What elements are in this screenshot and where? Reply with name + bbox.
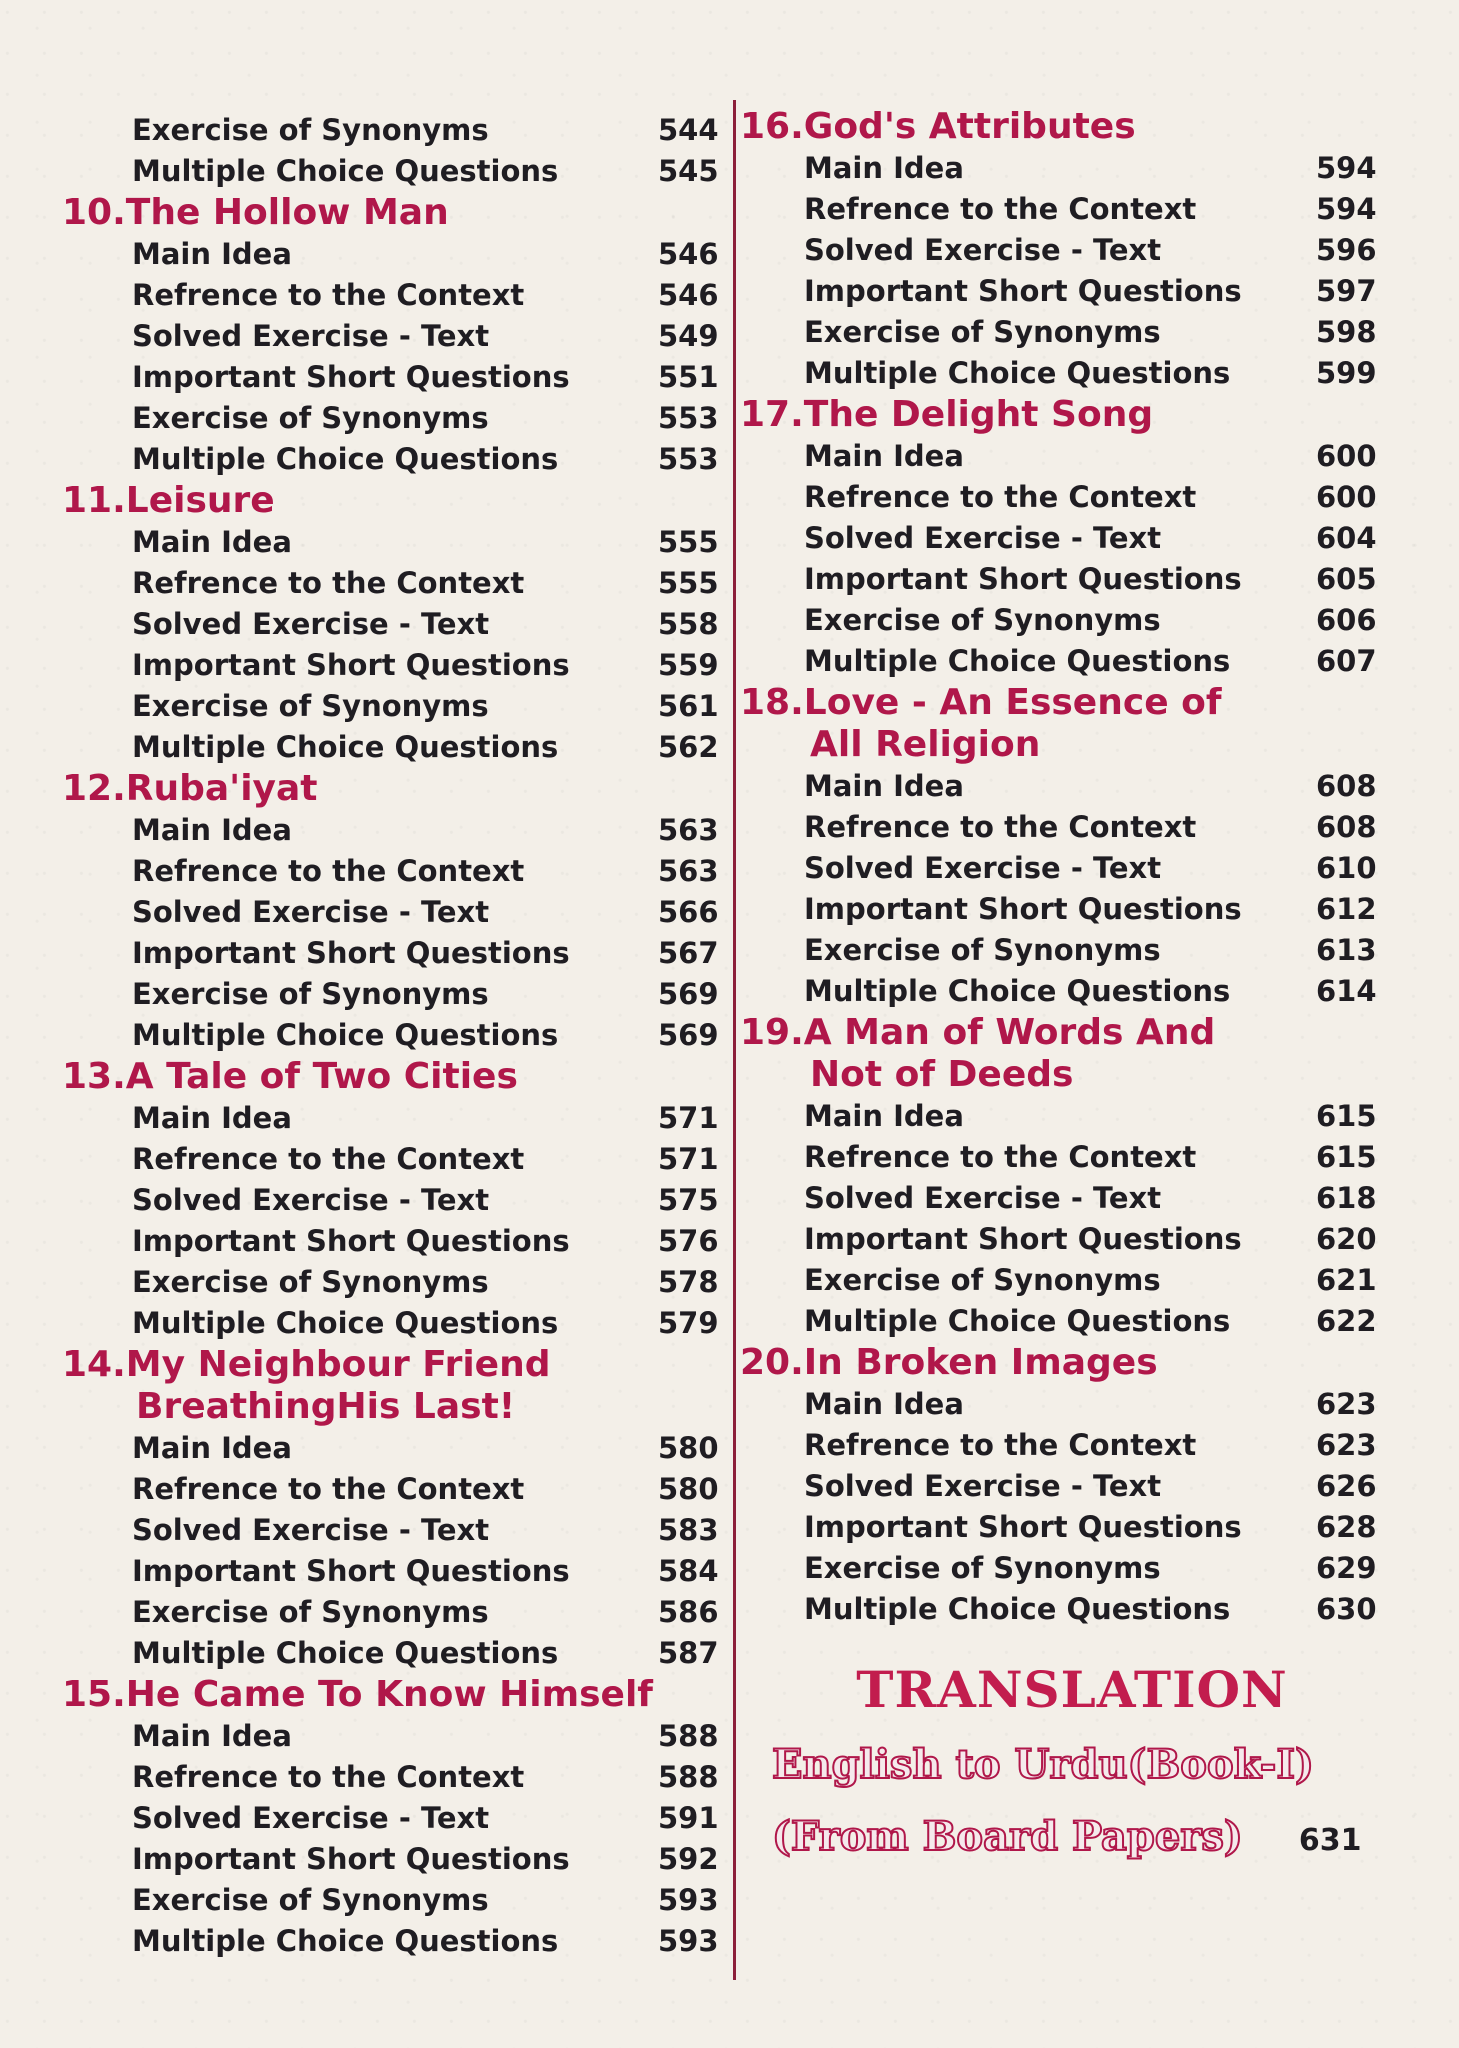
contents-row — [62, 974, 722, 1015]
row-page-number: 607 — [1316, 644, 1377, 678]
contents-row — [740, 930, 1380, 971]
translation-line-2 — [742, 1810, 1422, 1868]
row-page-number: 563 — [658, 854, 719, 888]
row-label: Main Idea — [132, 1431, 292, 1465]
translation-line-1: English to Urdu(Book-I) — [772, 1741, 1314, 1788]
row-label: Exercise of Synonyms — [132, 401, 489, 435]
row-page-number: 567 — [658, 936, 719, 970]
row-page-number: 614 — [1316, 974, 1377, 1008]
contents-row — [62, 398, 722, 439]
translation-line-2-text: (From Board Papers) — [772, 1813, 1243, 1860]
section-16 — [740, 106, 1380, 394]
row-label: Exercise of Synonyms — [804, 1551, 1161, 1585]
contents-row — [62, 1880, 722, 1921]
row-page-number: 544 — [658, 113, 719, 147]
contents-row — [740, 436, 1380, 477]
row-page-number: 586 — [658, 1595, 719, 1629]
contents-row — [740, 1137, 1380, 1178]
row-page-number: 604 — [1316, 521, 1377, 555]
contents-row — [62, 1716, 722, 1757]
row-label: Important Short Questions — [804, 274, 1242, 308]
section-13 — [62, 1056, 722, 1344]
row-label: Multiple Choice Questions — [132, 442, 559, 476]
row-page-number: 562 — [658, 730, 719, 764]
row-page-number: 578 — [658, 1265, 719, 1299]
row-page-number: 591 — [658, 1801, 719, 1835]
contents-row — [740, 1219, 1380, 1260]
row-page-number: 592 — [658, 1842, 719, 1876]
contents-row — [62, 1798, 722, 1839]
contents-row — [62, 851, 722, 892]
row-label: Important Short Questions — [804, 562, 1242, 596]
row-page-number: 551 — [658, 360, 719, 394]
row-label: Exercise of Synonyms — [132, 689, 489, 723]
contents-row — [62, 234, 722, 275]
chapter-heading — [740, 1342, 1380, 1384]
section-14 — [62, 1344, 722, 1674]
chapter-title-continued: BreathingHis Last! — [136, 1386, 516, 1427]
row-page-number: 600 — [1316, 480, 1377, 514]
contents-row — [62, 151, 722, 192]
contents-row — [740, 766, 1380, 807]
row-label: Important Short Questions — [132, 1554, 570, 1588]
contents-row — [62, 357, 722, 398]
row-label: Refrence to the Context — [804, 1428, 1197, 1462]
row-label: Exercise of Synonyms — [804, 315, 1161, 349]
row-label: Main Idea — [132, 237, 292, 271]
contents-row — [740, 807, 1380, 848]
contents-row — [62, 686, 722, 727]
row-label: Important Short Questions — [804, 892, 1242, 926]
contents-row — [740, 230, 1380, 271]
row-page-number: 622 — [1316, 1304, 1377, 1338]
contents-row — [740, 971, 1380, 1012]
row-label: Multiple Choice Questions — [132, 1636, 559, 1670]
row-label: Main Idea — [132, 1719, 292, 1753]
chapter-heading — [740, 394, 1380, 436]
row-label: Multiple Choice Questions — [132, 1018, 559, 1052]
section-10 — [62, 192, 722, 480]
contents-row — [740, 189, 1380, 230]
row-page-number: 594 — [1316, 192, 1377, 226]
row-page-number: 584 — [658, 1554, 719, 1588]
row-label: Multiple Choice Questions — [804, 1592, 1231, 1626]
contents-row — [62, 1428, 722, 1469]
row-label: Main Idea — [804, 1099, 964, 1133]
chapter-title: 20.In Broken Images — [740, 1342, 1158, 1383]
row-page-number: 546 — [658, 278, 719, 312]
row-label: Exercise of Synonyms — [132, 1265, 489, 1299]
contents-row — [740, 641, 1380, 682]
translation-page-number: 631 — [1298, 1823, 1362, 1858]
row-page-number: 555 — [658, 525, 719, 559]
contents-row — [740, 889, 1380, 930]
chapter-heading — [740, 106, 1380, 148]
row-label: Solved Exercise - Text — [804, 1181, 1162, 1215]
row-label: Solved Exercise - Text — [132, 607, 490, 641]
row-label: Exercise of Synonyms — [132, 1595, 489, 1629]
row-page-number: 626 — [1316, 1469, 1377, 1503]
row-label: Main Idea — [132, 1101, 292, 1135]
contents-row — [740, 1589, 1380, 1630]
section-12 — [62, 768, 722, 1056]
row-page-number: 579 — [658, 1306, 719, 1340]
chapter-title: 11.Leisure — [62, 480, 275, 521]
row-label: Important Short Questions — [132, 1224, 570, 1258]
contents-row — [62, 522, 722, 563]
row-label: Main Idea — [804, 151, 964, 185]
chapter-title: 17.The Delight Song — [740, 394, 1154, 435]
chapter-heading — [740, 682, 1380, 766]
chapter-title: 16.God's Attributes — [740, 106, 1136, 147]
row-label: Main Idea — [804, 439, 964, 473]
row-label: Multiple Choice Questions — [132, 1924, 559, 1958]
row-page-number: 561 — [658, 689, 719, 723]
row-page-number: 558 — [658, 607, 719, 641]
row-page-number: 571 — [658, 1142, 719, 1176]
row-label: Exercise of Synonyms — [132, 1883, 489, 1917]
row-label: Refrence to the Context — [132, 566, 525, 600]
chapter-title-continued: All Religion — [810, 724, 1041, 765]
contents-row — [62, 1469, 722, 1510]
row-page-number: 598 — [1316, 315, 1377, 349]
chapter-heading — [62, 1344, 722, 1428]
row-page-number: 559 — [658, 648, 719, 682]
row-label: Multiple Choice Questions — [804, 974, 1231, 1008]
row-page-number: 608 — [1316, 769, 1377, 803]
row-label: Exercise of Synonyms — [804, 603, 1161, 637]
row-page-number: 621 — [1316, 1263, 1377, 1297]
row-page-number: 618 — [1316, 1181, 1377, 1215]
contents-row — [740, 1507, 1380, 1548]
row-label: Refrence to the Context — [132, 278, 525, 312]
section-top — [62, 110, 722, 192]
row-label: Solved Exercise - Text — [804, 521, 1162, 555]
row-page-number: 588 — [658, 1719, 719, 1753]
section-15 — [62, 1674, 722, 1962]
row-label: Main Idea — [804, 769, 964, 803]
row-label: Important Short Questions — [132, 936, 570, 970]
chapter-title: 13.A Tale of Two Cities — [62, 1056, 518, 1097]
contents-row — [62, 1592, 722, 1633]
contents-row — [62, 1921, 722, 1962]
row-label: Refrence to the Context — [804, 480, 1197, 514]
right-column — [740, 106, 1380, 1630]
contents-row — [740, 1548, 1380, 1589]
row-page-number: 566 — [658, 895, 719, 929]
row-label: Exercise of Synonyms — [804, 933, 1161, 967]
row-label: Important Short Questions — [132, 360, 570, 394]
row-label: Solved Exercise - Text — [132, 895, 490, 929]
row-page-number: 580 — [658, 1472, 719, 1506]
row-page-number: 571 — [658, 1101, 719, 1135]
row-page-number: 608 — [1316, 810, 1377, 844]
chapter-title: 12.Ruba'iyat — [62, 768, 318, 809]
row-page-number: 615 — [1316, 1099, 1377, 1133]
contents-row — [740, 1178, 1380, 1219]
contents-row — [740, 600, 1380, 641]
row-label: Multiple Choice Questions — [804, 1304, 1231, 1338]
row-page-number: 553 — [658, 442, 719, 476]
row-page-number: 630 — [1316, 1592, 1377, 1626]
contents-row — [740, 477, 1380, 518]
row-page-number: 587 — [658, 1636, 719, 1670]
row-page-number: 623 — [1316, 1428, 1377, 1462]
chapter-title: 15.He Came To Know Himself — [62, 1674, 653, 1715]
row-label: Solved Exercise - Text — [804, 851, 1162, 885]
contents-row — [740, 1096, 1380, 1137]
row-label: Exercise of Synonyms — [132, 977, 489, 1011]
contents-row — [62, 316, 722, 357]
contents-row — [62, 1262, 722, 1303]
chapter-heading — [62, 480, 722, 522]
row-label: Important Short Questions — [132, 648, 570, 682]
chapter-heading — [62, 192, 722, 234]
row-page-number: 545 — [658, 154, 719, 188]
row-label: Main Idea — [132, 525, 292, 559]
row-page-number: 580 — [658, 1431, 719, 1465]
contents-row — [62, 810, 722, 851]
row-page-number: 555 — [658, 566, 719, 600]
contents-row — [62, 1015, 722, 1056]
row-label: Multiple Choice Questions — [804, 644, 1231, 678]
contents-row — [62, 892, 722, 933]
row-page-number: 606 — [1316, 603, 1377, 637]
row-label: Important Short Questions — [132, 1842, 570, 1876]
contents-row — [740, 1384, 1380, 1425]
row-page-number: 620 — [1316, 1222, 1377, 1256]
row-page-number: 615 — [1316, 1140, 1377, 1174]
row-page-number: 575 — [658, 1183, 719, 1217]
row-page-number: 546 — [658, 237, 719, 271]
row-label: Solved Exercise - Text — [132, 1801, 490, 1835]
row-page-number: 588 — [658, 1760, 719, 1794]
chapter-heading — [62, 1056, 722, 1098]
translation-title: TRANSLATION — [856, 1660, 1288, 1719]
chapter-title: 14.My Neighbour Friend — [62, 1344, 551, 1385]
row-page-number: 612 — [1316, 892, 1377, 926]
row-label: Exercise of Synonyms — [132, 113, 489, 147]
row-page-number: 569 — [658, 977, 719, 1011]
row-page-number: 597 — [1316, 274, 1377, 308]
contents-row — [62, 1180, 722, 1221]
contents-row — [62, 645, 722, 686]
row-label: Important Short Questions — [804, 1510, 1242, 1544]
contents-row — [62, 1098, 722, 1139]
contents-row — [62, 933, 722, 974]
row-page-number: 569 — [658, 1018, 719, 1052]
contents-row — [740, 1301, 1380, 1342]
section-17 — [740, 394, 1380, 682]
contents-row — [62, 1633, 722, 1674]
row-page-number: 605 — [1316, 562, 1377, 596]
row-page-number: 600 — [1316, 439, 1377, 473]
row-page-number: 623 — [1316, 1387, 1377, 1421]
row-page-number: 583 — [658, 1513, 719, 1547]
row-page-number: 576 — [658, 1224, 719, 1258]
contents-row — [62, 1221, 722, 1262]
chapter-heading — [62, 768, 722, 810]
row-label: Solved Exercise - Text — [132, 1513, 490, 1547]
row-label: Important Short Questions — [804, 1222, 1242, 1256]
row-page-number: 594 — [1316, 151, 1377, 185]
row-label: Refrence to the Context — [132, 854, 525, 888]
row-label: Multiple Choice Questions — [132, 730, 559, 764]
chapter-title-continued: Not of Deeds — [810, 1054, 1074, 1095]
contents-row — [740, 518, 1380, 559]
row-label: Refrence to the Context — [132, 1472, 525, 1506]
row-label: Solved Exercise - Text — [132, 319, 490, 353]
chapter-heading — [740, 1012, 1380, 1096]
row-page-number: 549 — [658, 319, 719, 353]
contents-row — [740, 353, 1380, 394]
contents-row — [740, 1260, 1380, 1301]
chapter-title: 10.The Hollow Man — [62, 192, 449, 233]
contents-row — [62, 727, 722, 768]
row-page-number: 593 — [658, 1924, 719, 1958]
row-label: Exercise of Synonyms — [804, 1263, 1161, 1297]
chapter-title: 18.Love - An Essence of — [740, 682, 1222, 723]
contents-row — [740, 559, 1380, 600]
contents-row — [62, 563, 722, 604]
contents-row — [62, 275, 722, 316]
row-page-number: 628 — [1316, 1510, 1377, 1544]
contents-row — [740, 1466, 1380, 1507]
contents-row — [62, 1839, 722, 1880]
row-label: Multiple Choice Questions — [132, 1306, 559, 1340]
row-label: Main Idea — [132, 813, 292, 847]
chapter-heading — [62, 1674, 722, 1716]
contents-row — [740, 1425, 1380, 1466]
section-19 — [740, 1012, 1380, 1342]
row-page-number: 610 — [1316, 851, 1377, 885]
left-column — [62, 110, 722, 1962]
row-label: Refrence to the Context — [804, 810, 1197, 844]
contents-row — [62, 1757, 722, 1798]
contents-row — [62, 439, 722, 480]
row-label: Refrence to the Context — [132, 1760, 525, 1794]
row-page-number: 629 — [1316, 1551, 1377, 1585]
chapter-title: 19.A Man of Words And — [740, 1012, 1216, 1053]
translation-block — [742, 1660, 1422, 1868]
contents-row — [740, 148, 1380, 189]
row-label: Solved Exercise - Text — [804, 1469, 1162, 1503]
section-11 — [62, 480, 722, 768]
row-page-number: 599 — [1316, 356, 1377, 390]
row-label: Solved Exercise - Text — [804, 233, 1162, 267]
row-label: Refrence to the Context — [132, 1142, 525, 1176]
row-page-number: 613 — [1316, 933, 1377, 967]
row-label: Main Idea — [804, 1387, 964, 1421]
contents-row — [62, 1551, 722, 1592]
row-page-number: 593 — [658, 1883, 719, 1917]
contents-row — [62, 1510, 722, 1551]
section-20 — [740, 1342, 1380, 1630]
contents-row — [62, 604, 722, 645]
section-18 — [740, 682, 1380, 1012]
contents-row — [740, 271, 1380, 312]
contents-row — [62, 110, 722, 151]
contents-row — [62, 1303, 722, 1344]
row-page-number: 553 — [658, 401, 719, 435]
contents-row — [62, 1139, 722, 1180]
row-label: Solved Exercise - Text — [132, 1183, 490, 1217]
contents-row — [740, 312, 1380, 353]
row-label: Refrence to the Context — [804, 192, 1197, 226]
row-page-number: 596 — [1316, 233, 1377, 267]
row-label: Refrence to the Context — [804, 1140, 1197, 1174]
contents-row — [740, 848, 1380, 889]
row-label: Multiple Choice Questions — [132, 154, 559, 188]
row-page-number: 563 — [658, 813, 719, 847]
row-label: Multiple Choice Questions — [804, 356, 1231, 390]
